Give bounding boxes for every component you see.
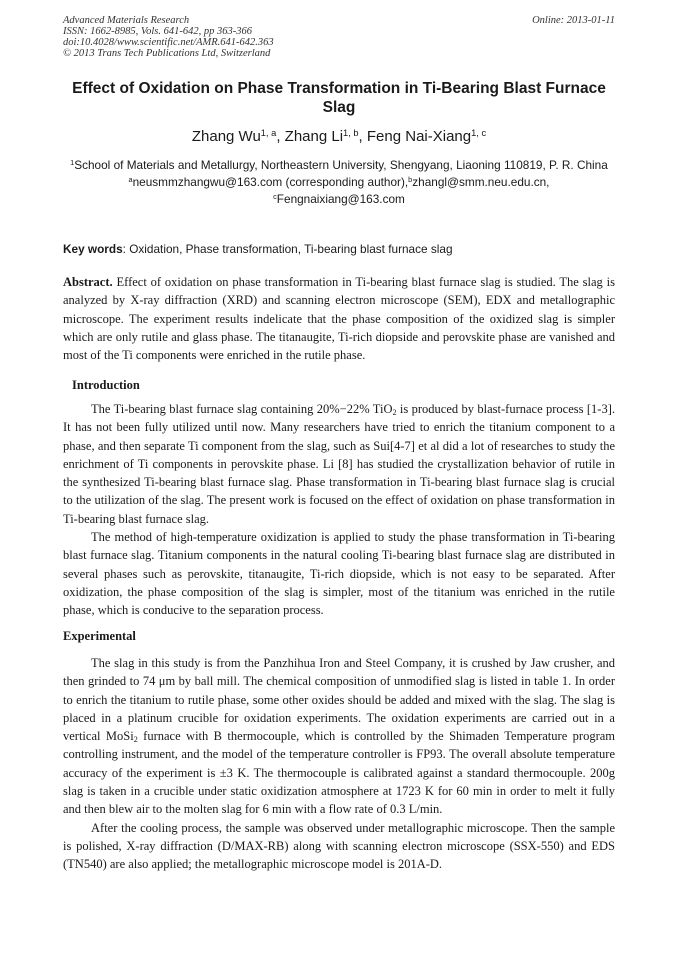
journal-name: Advanced Materials Research [63,15,190,26]
affiliation-text: School of Materials and Metallurgy, Northeastern University, Shengyang, Liaoning 110819, P. R. China [74,158,608,172]
author-sup: 1, b [343,127,359,138]
subscript: 2 [133,735,138,745]
affiliation [63,157,615,174]
keywords-text: : Oxidation, Phase transformation, Ti-bearing blast furnace slag [122,242,453,256]
paragraph [63,400,615,528]
author-name: Zhang Wu [191,128,261,145]
affiliation-sup: 1 [70,157,75,167]
paragraph: After the cooling process, the sample was observed under metallographic microscope. Then the sample is polished, X-ray diffraction (D/MAX-RB) along with scanning electron microscope (SSX-550) and EDS (TN540) are also applied; the metallographic microscope model is 201A-D. [63,820,615,872]
experimental-body [63,654,615,874]
paragraph: The method of high-temperature oxidization is applied to study the phase transformation in Ti-bearing blast furnace slag. Titanium components in the natural cooling Ti-bearing blast furnace slag are distributed in several phases such as perovskite, titanaugite, Ti-rich diopside, which is not easy to be separated. After oxidization, the phase composition of the slag is simpler, most of the titanium was enriched in the rutile phase, which is conducive to the separation process. [63,530,615,618]
abstract-label: Abstract. [63,275,113,289]
author-list: Zhang Wu$^{1, a}$, Zhang Li$^{1, b}$, Feng Nai-Xiang$^{1, c}$ [191,127,487,145]
email-sup-b: b [408,174,413,184]
affiliation-block [63,157,615,208]
email-line-2 [63,191,615,208]
abstract [63,273,615,364]
author-name: Zhang Li [284,128,344,145]
author-sup: 1, c [471,127,487,138]
issn-line: ISSN: 1662-8985, Vols. 641-642, pp 363-366 [63,26,252,37]
email-c[interactable]: Fengnaixiang@163.com [276,192,405,206]
journal-meta [63,15,615,59]
paragraph-text: is produced by blast-furnace process [1-3]. It has not been fully utilized until now. Many researchers have tried to enrich the titanium component to a phase, and then separate Ti component from the slag, such as Sui[4-7] et al did a lot of researches to study the enrichment of Ti components in perovskite phase. Li [8] has studied the crystallization behavior of rutile in the synthesized Ti-bearing blast furnace slag. Phase transformation in Ti-bearing blast furnace slag is crucial to the utilization of the slag. The present work is focused on the effect of oxidation on phase transformation in Ti-bearing blast furnace slag. [63,402,615,526]
email-b[interactable]: zhangl@smm.neu.edu.cn, [412,175,550,189]
online-date: Online: 2013-01-11 [532,15,615,26]
copyright-line: © 2013 Trans Tech Publications Ltd, Switzerland [63,48,271,59]
subscript: 2 [392,408,397,418]
email-sup-c: c [273,191,277,201]
doi-link[interactable]: doi:10.4028/www.scientific.net/AMR.641-642.363 [63,37,274,48]
email-a[interactable]: neusmmzhangwu@163.com (corresponding author), [132,175,409,189]
introduction-body [63,400,615,620]
experimental-heading: Experimental [63,629,136,643]
paragraph-text: furnace with B thermocouple, which is controlled by the Shimaden Temperature program controlling instrument, and the model of the temperature controller is FP93. The overall absolute temperature accuracy of the experiment is ±3 K. The thermocouple is calibrated against a standard thermocouple. 200g slag is taken in a crucible under static oxidization atmosphere at 1723 K for 60 min in order to melt it fully and then blew air to the molten slag for 6 min with a flow rate of 0.3 L/min. [63,729,616,817]
introduction-heading: Introduction [72,378,140,392]
author-sup: 1, a [260,127,277,138]
paragraph-text: The slag in this study is from the Panzhihua Iron and Steel Company, it is crushed by Jaw crusher, and then grinded to 74 μm by ball mill. The chemical composition of unmodified slag is listed in table 1. In order to enrich the titanium to rutile phase, some other oxides should be added and mixed with the slag. The slag is placed in a platinum crucible for oxidation experiments. The oxidation experiments are carried out in a vertical MoSi [63,656,615,744]
email-sup-a: a [128,174,133,184]
paper-title: Effect of Oxidation on Phase Transformation in Ti-Bearing Blast Furnace Slag [72,80,606,116]
paragraph [63,654,615,819]
keywords [63,241,615,257]
keywords-label: Key words [63,242,123,256]
email-line [63,174,615,191]
abstract-text: Effect of oxidation on phase transformation in Ti-bearing blast furnace slag is studied. The slag is analyzed by X-ray diffraction (XRD) and scanning electron microscope (SEM), EDX and metallographic microscope. The experiment results indelicate that the phase composition of the oxidized slag is simpler which are only rutile and glass phase. The titanaugite, Ti-rich diopside and perovskite phase are vanished and most of the Ti components were enriched in the rutile phase. [63,275,615,363]
author-name: Feng Nai-Xiang [366,128,472,145]
paragraph-text: The Ti-bearing blast furnace slag containing 20%−22% TiO [91,402,393,416]
